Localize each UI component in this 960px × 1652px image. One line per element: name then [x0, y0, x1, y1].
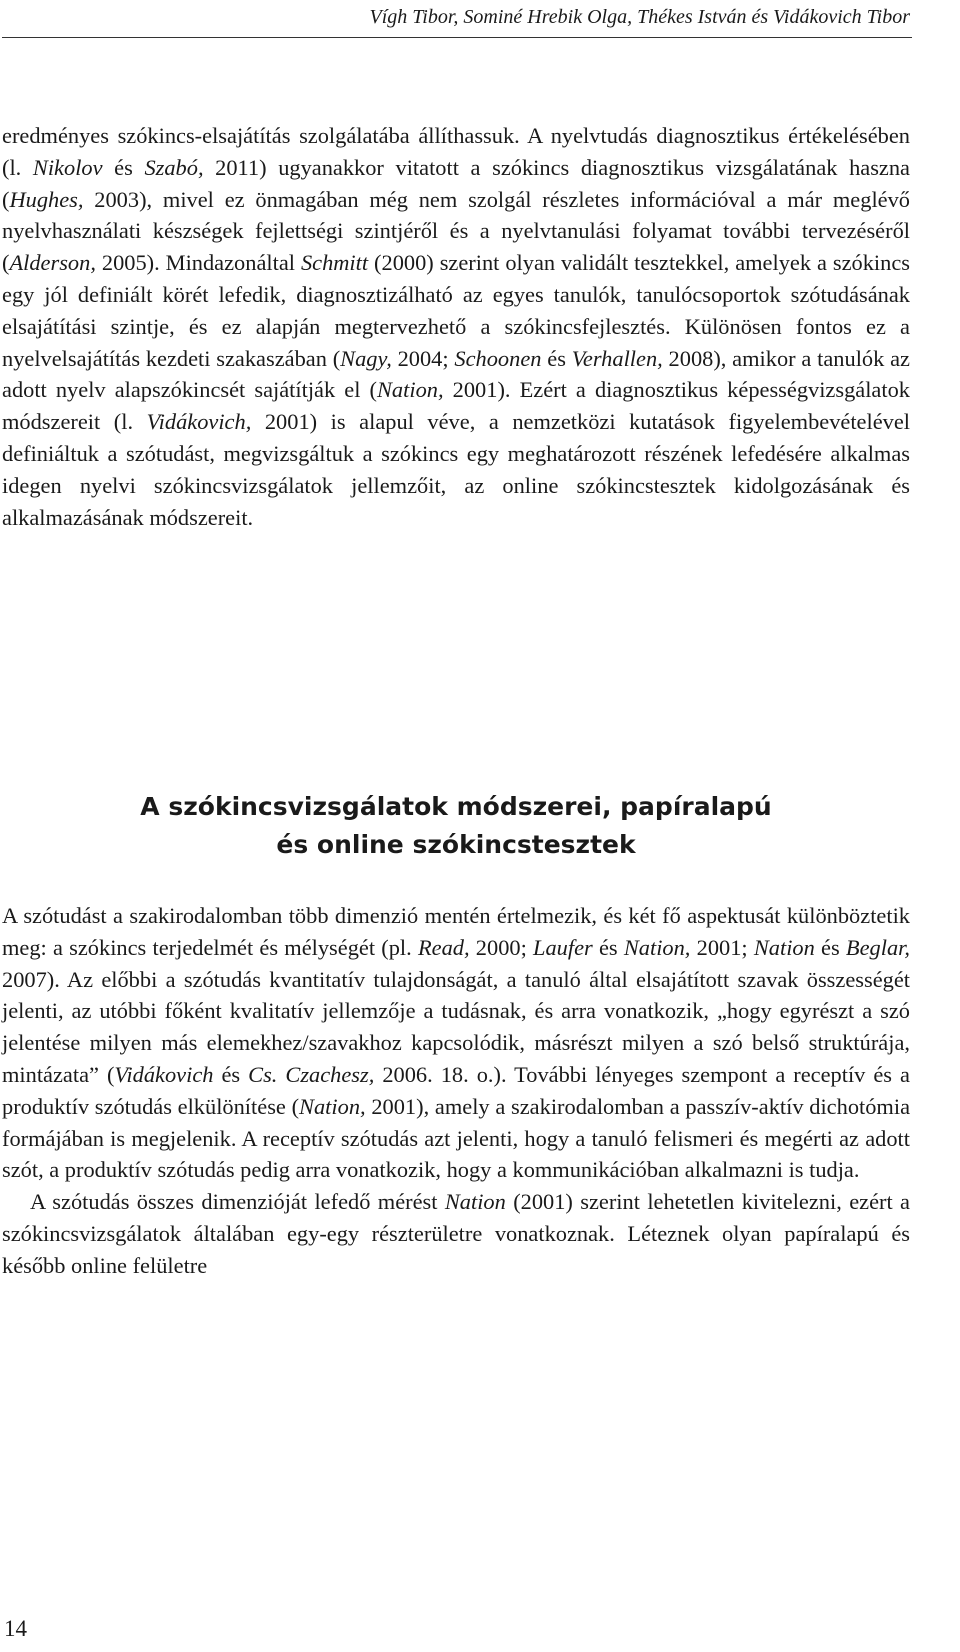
- page-number: 14: [4, 1616, 27, 1641]
- section-heading-line-2: és online szókincstesztek: [276, 830, 636, 859]
- citation-author: Nation,: [299, 1093, 366, 1119]
- body-text-bottom: [2, 900, 910, 1282]
- paragraph-2: [2, 900, 910, 1186]
- text-run: 2001;: [690, 934, 754, 960]
- citation-author: Nation: [753, 934, 815, 960]
- text-run: 2003), mivel ez önmagában még nem szolgál részletes információval a már meglévő nyelvhasználati készségek fejlettségi szintjéről és a nyelvtanulási folyamat további tervezéséről (: [2, 186, 910, 276]
- citation-author: Vidákovich: [114, 1061, 214, 1087]
- text-run: (2001) szerint lehetetlen kivitelezni, ezért a szókincsvizsgálatok általában egy-egy részterületre vonatkoznak. Léteznek olyan papíralapú és később online felületre: [2, 1189, 910, 1278]
- section-heading-line-1: A szókincsvizsgálatok módszerei, papíralapú: [140, 792, 772, 821]
- citation-author: Szabó,: [144, 154, 204, 180]
- text-run: 2001) is alapul véve, a nemzetközi kutatások figyelembevételével definiáltuk a szótudást, megvizsgáltuk a szókincs egy meghatározott részének lefedésére alkalmas idegen nyelvi szókincsvizsgálatok jellemzőit, az online szókincstesztek kidolgozásának és alkalmazásának módszereit.: [2, 409, 911, 530]
- text-run: (2000) szerint olyan validált tesztekkel, amelyek a szókincs egy jól definiált körét lefedik, diagnosztizálható az egyes tanulók, tanulócsoportok szótudásának elsajátítási szintje, és ez alapján megtervezhető a szókincsfejlesztés. Különösen fontos ez a nyelvelsajátítás kezdeti szakaszában (: [2, 250, 910, 371]
- text-run: 2001). Ezért a diagnosztikus képességvizsgálatok módszereit (l.: [2, 377, 910, 435]
- citation-author: Beglar,: [845, 934, 910, 960]
- running-head: Vígh Tibor, Sominé Hrebik Olga, Thékes István és Vidákovich Tibor: [369, 6, 910, 28]
- text-run: 2000;: [469, 934, 534, 960]
- page-header: [0, 0, 960, 40]
- citation-author: Laufer: [533, 934, 593, 960]
- text-run: 2001), amely a szakirodalomban a passzív-aktív dichotómia formájában is megjelenik. A receptív szótudás azt jelenti, hogy a tanuló felismeri és megérti az adott szót, a produktív szótudás pedig arra vonatkozik, hogy a kommunikációban alkalmazni is tudja.: [2, 1093, 911, 1183]
- text-run: 2004;: [391, 345, 455, 371]
- citation-author: Cs. Czachesz,: [248, 1061, 375, 1087]
- text-run: 2008), amikor a tanulók az adott nyelv alapszókincsét sajátítják el (: [2, 345, 910, 403]
- body-text-top: [2, 120, 910, 533]
- text-run: A szótudás összes dimenzióját lefedő mérést: [30, 1189, 445, 1215]
- citation-author: Nation,: [623, 934, 691, 960]
- citation-author: Nation: [444, 1189, 506, 1215]
- text-run: 2006. 18. o.). További lényeges szempont a receptív és a produktív szótudás elkülönítése (: [2, 1061, 910, 1119]
- text-run: A szótudást a szakirodalomban több dimenzió mentén értelmezik, és két fő aspektusát különböztetik meg: a szókincs terjedelmét és mélységét (pl.: [2, 903, 910, 960]
- text-run: és: [814, 934, 846, 960]
- citation-author: Verhallen,: [571, 345, 663, 371]
- citation-author: Nation,: [377, 377, 444, 403]
- citation-author: Hughes,: [9, 186, 84, 212]
- header-rule: [2, 37, 912, 38]
- citation-author: Read,: [417, 934, 470, 960]
- citation-author: Alderson,: [9, 250, 96, 276]
- citation-author: Nagy,: [340, 345, 392, 371]
- paragraph-3: [2, 1186, 910, 1281]
- text-run: 2011) ugyanakkor vitatott a szókincs diagnosztikus vizsgálatának haszna (: [2, 154, 910, 212]
- paragraph-1: [2, 120, 910, 533]
- citation-author: Schmitt: [300, 250, 369, 276]
- text-run: és: [592, 934, 624, 960]
- citation-author: Schoonen: [454, 345, 542, 371]
- citation-author: Nikolov: [32, 154, 103, 180]
- text-run: és: [213, 1061, 249, 1087]
- section-heading: [2, 788, 910, 864]
- text-run: 2005). Mindazonáltal: [95, 250, 301, 276]
- text-run: és: [102, 154, 145, 180]
- text-run: eredményes szókincs-elsajátítás szolgálatába állíthassuk. A nyelvtudás diagnosztikus értékelésében (l.: [2, 123, 910, 180]
- text-run: és: [541, 345, 572, 371]
- text-run: 2007). Az előbbi a szótudás kvantitatív tulajdonságát, a tanuló által elsajátított szavak összességét jelenti, az utóbbi főként kvalitatív jellemzője a tudásnak, és arra vonatkozik, „hogy egyrészt a szó jelentése milyen más elemekhez/szavakhoz kapcsolódik, másrészt milyen a szó belső struktúrája, mintázata” (: [2, 966, 910, 1087]
- citation-author: Vidákovich,: [146, 409, 252, 435]
